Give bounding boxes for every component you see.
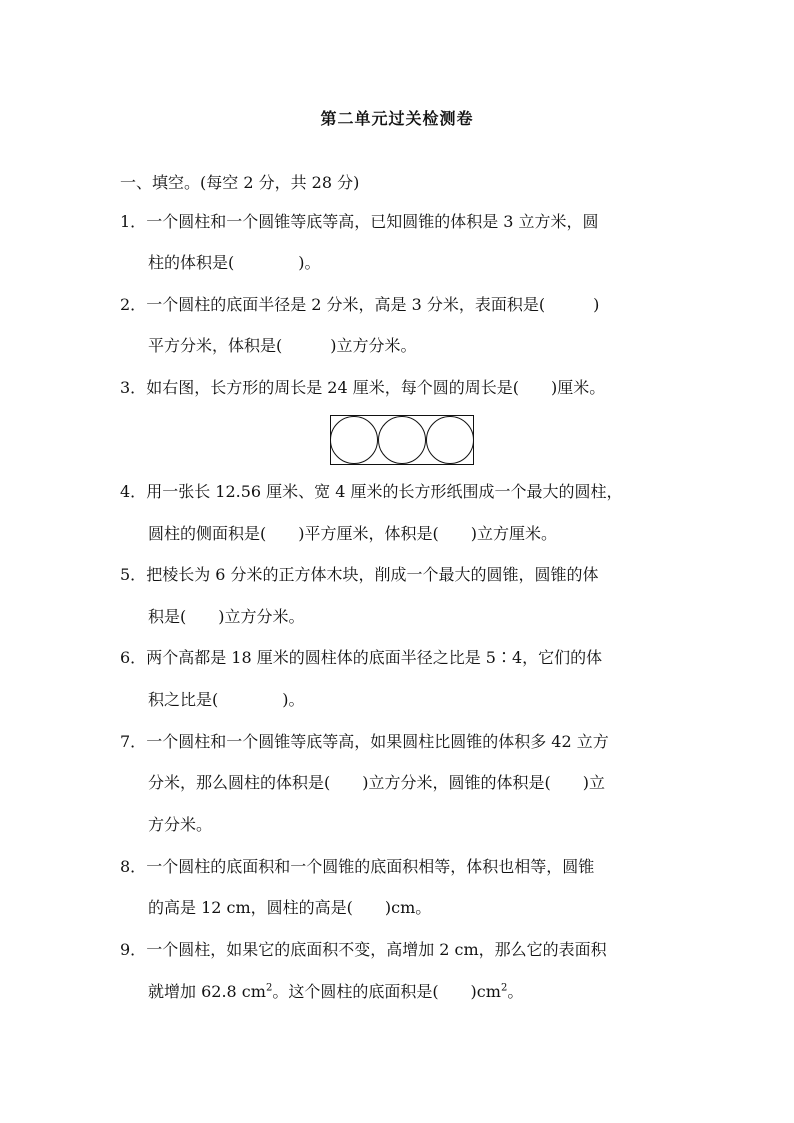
question-6-line-2: 积之比是( )。 bbox=[148, 690, 305, 709]
question-9-text-part-2: 。这个圆柱的底面积是( )cm bbox=[272, 982, 501, 1001]
question-6-line-1 bbox=[120, 647, 602, 669]
question-3-number: 3． bbox=[120, 378, 147, 397]
question-2-number: 2． bbox=[120, 295, 147, 314]
question-5-line-2: 积是( )立方分米。 bbox=[148, 607, 305, 626]
question-1-line-2: 柱的体积是( )。 bbox=[148, 253, 321, 272]
question-9-line-2 bbox=[148, 981, 523, 1003]
question-7-line-3: 方分米。 bbox=[148, 815, 213, 834]
page-title: 第二单元过关检测卷 bbox=[320, 109, 474, 128]
question-9-end-mark: 。 bbox=[507, 982, 524, 1001]
question-3-text: 如右图，长方形的周长是 24 厘米，每个圆的周长是( )厘米。 bbox=[146, 378, 606, 397]
question-5-text: 把棱长为 6 分米的正方体木块，削成一个最大的圆锥，圆锥的体 bbox=[146, 565, 599, 584]
question-6-number: 6． bbox=[120, 648, 147, 667]
question-9-number: 9． bbox=[120, 940, 147, 959]
question-2-line-1 bbox=[120, 294, 599, 316]
question-7-line-2: 分米，那么圆柱的体积是( )立方分米，圆锥的体积是( )立 bbox=[148, 773, 605, 792]
question-8-line-2: 的高是 12 cm，圆柱的高是( )cm。 bbox=[148, 898, 432, 917]
circle-2 bbox=[379, 417, 426, 464]
question-5-number: 5． bbox=[120, 565, 147, 584]
superscript-2: 2 bbox=[265, 982, 273, 994]
question-1-number: 1． bbox=[120, 212, 147, 231]
question-4-line-1 bbox=[120, 481, 623, 503]
rectangle-shape bbox=[331, 416, 474, 465]
question-3-line-1 bbox=[120, 377, 605, 399]
question-8-number: 8． bbox=[120, 857, 147, 876]
question-9-text: 一个圆柱，如果它的底面积不变，高增加 2 cm，那么它的表面积 bbox=[146, 940, 607, 959]
question-2-text: 一个圆柱的底面半径是 2 分米，高是 3 分米，表面积是( ) bbox=[146, 295, 600, 314]
question-8-line-1 bbox=[120, 856, 594, 878]
question-7-line-1 bbox=[120, 731, 609, 753]
question-9-line-1 bbox=[120, 939, 607, 961]
question-4-line-2: 圆柱的侧面积是( )平方厘米，体积是( )立方厘米。 bbox=[148, 524, 557, 543]
question-1-text: 一个圆柱和一个圆锥等底等高，已知圆锥的体积是 3 立方米，圆 bbox=[146, 212, 599, 231]
question-1-line-1 bbox=[120, 211, 599, 233]
question-4-number: 4． bbox=[120, 482, 147, 501]
rectangle-three-circles-figure bbox=[330, 415, 474, 465]
question-8-text: 一个圆柱的底面积和一个圆锥的底面积相等，体积也相等，圆锥 bbox=[146, 857, 595, 876]
question-5-line-1 bbox=[120, 564, 599, 586]
question-7-text: 一个圆柱和一个圆锥等底等高，如果圆柱比圆锥的体积多 42 立方 bbox=[146, 732, 609, 751]
circle-1 bbox=[331, 417, 378, 464]
superscript-2-end: 2 bbox=[500, 982, 508, 994]
question-4-text: 用一张长 12.56 厘米、宽 4 厘米的长方形纸围成一个最大的圆柱， bbox=[146, 482, 623, 501]
question-9-text-part-1: 就增加 62.8 cm bbox=[148, 982, 266, 1001]
question-6-text: 两个高都是 18 厘米的圆柱体的底面半径之比是 5∶4，它们的体 bbox=[146, 648, 603, 667]
question-7-number: 7． bbox=[120, 732, 147, 751]
question-2-line-2: 平方分米，体积是( )立方分米。 bbox=[148, 336, 417, 355]
circle-3 bbox=[427, 417, 474, 464]
section-heading: 一、填空。(每空 2 分，共 28 分) bbox=[120, 173, 360, 192]
